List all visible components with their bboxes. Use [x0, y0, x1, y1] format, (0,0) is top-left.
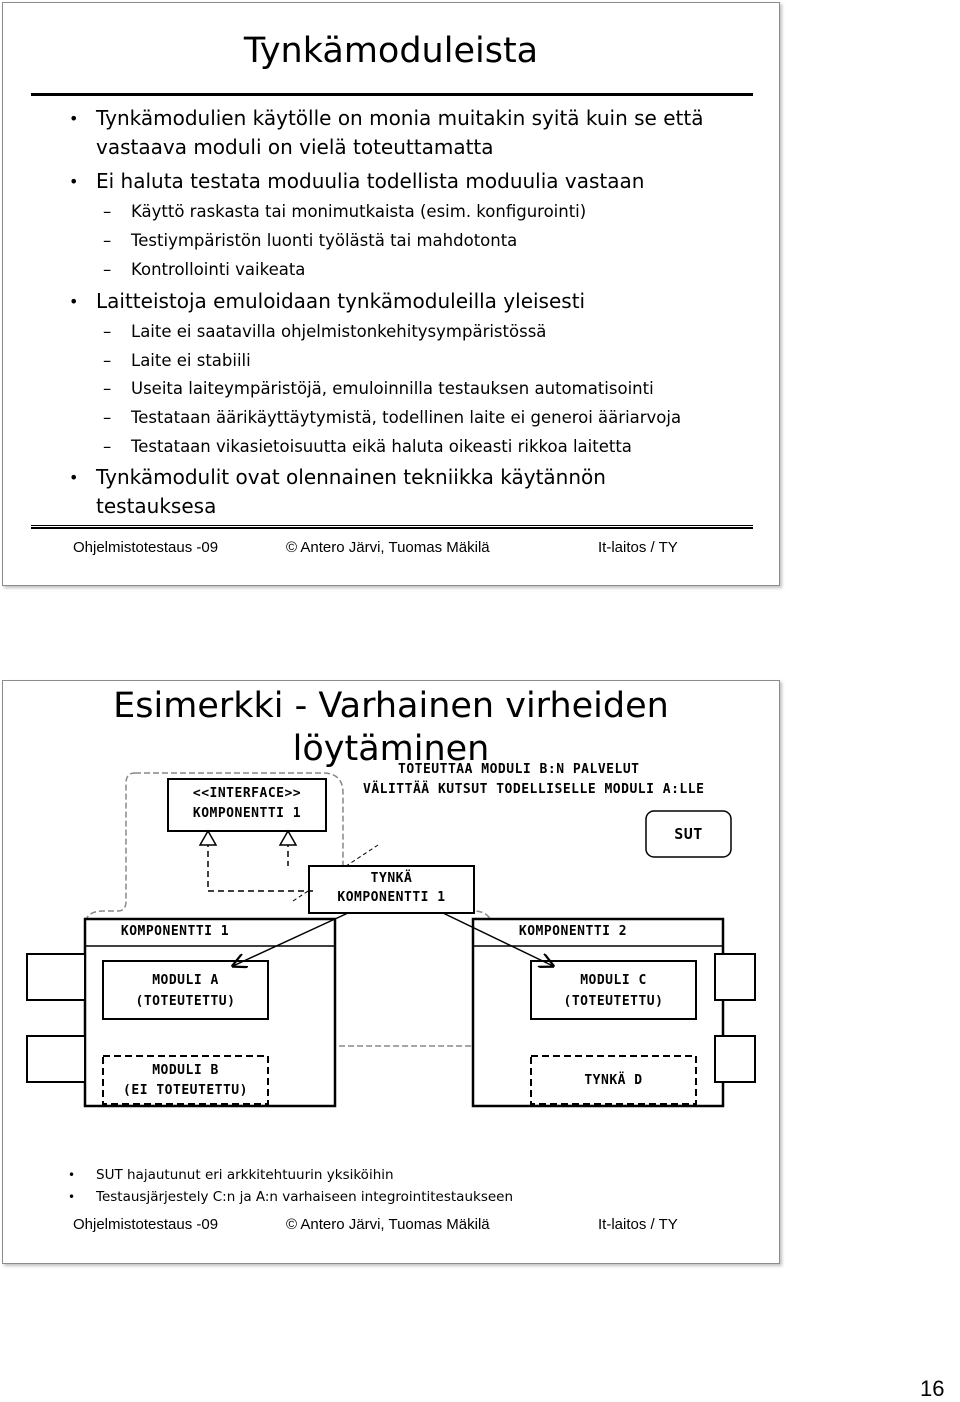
- architecture-diagram: [23, 761, 759, 1161]
- page-number: 16: [920, 1376, 945, 1401]
- sub-bullet-item: – Käyttö raskasta tai monimutkaista (esim. konfigurointi): [131, 198, 751, 226]
- footer-copyright: © Antero Järvi, Tuomas Mäkilä: [286, 1216, 490, 1233]
- bullet-item: • Ei haluta testata moduulia todellista moduulia vastaan: [96, 167, 716, 196]
- component2-label: KOMPONENTTI 2: [518, 924, 628, 939]
- sub-bullet-item: – Kontrollointi vaikeata: [131, 256, 751, 284]
- bullet-item: • Laitteistoja emuloidaan tynkämoduleilla yleisesti: [96, 287, 716, 316]
- stub-label-line1: TYNKÄ: [370, 871, 413, 886]
- note-line1: TOTEUTTAA MODULI B:N PALVELUT: [398, 762, 640, 777]
- stub-label-line2: KOMPONENTTI 1: [337, 890, 446, 905]
- moduleA-label-line1: MODULI A: [152, 973, 219, 988]
- slide-title-line2: löytäminen: [292, 729, 490, 769]
- sub-bullet-item: – Testataan äärikäyttäytymistä, todellinen laite ei generoi ääriarvoja: [131, 404, 751, 432]
- moduleB-label-line1: MODULI B: [152, 1063, 219, 1078]
- sut-label: SUT: [674, 825, 703, 843]
- sub-bullet-item: – Useita laiteympäristöjä, emuloinnilla testauksen automatisointi: [131, 375, 751, 403]
- footer-course: Ohjelmistotestaus -09: [73, 539, 219, 556]
- footer-department: It-laitos / TY: [598, 539, 678, 556]
- note-line2: VÄLITTÄÄ KUTSUT TODELLISELLE MODULI A:LLE: [363, 782, 705, 797]
- diagram-shapes: [23, 761, 759, 1161]
- moduleB-label-line2: (EI TOTEUTETTU): [123, 1083, 248, 1098]
- footer-department: It-laitos / TY: [598, 1216, 678, 1233]
- slide-title-line1: Esimerkki - Varhainen virheiden: [113, 686, 669, 726]
- sub-bullet-item: – Laite ei stabiili: [131, 347, 751, 375]
- bullet-item: • Testausjärjestely C:n ja A:n varhaiseen integrointitestaukseen: [96, 1188, 513, 1206]
- slide-title: Tynkämoduleista: [243, 31, 539, 71]
- slide-tynkamoduleista: [2, 2, 780, 586]
- sub-bullet-item: – Testataan vikasietoisuutta eikä haluta oikeasti rikkoa laitetta: [131, 433, 751, 461]
- sub-bullet-item: – Laite ei saatavilla ohjelmistonkehitysympäristössä: [131, 318, 751, 346]
- bullet-item: • SUT hajautunut eri arkkitehtuurin yksiköihin: [96, 1166, 394, 1184]
- footer-copyright: © Antero Järvi, Tuomas Mäkilä: [286, 539, 490, 556]
- moduleC-label-line1: MODULI C: [580, 973, 647, 988]
- interface-label-line2: KOMPONENTTI 1: [192, 806, 302, 821]
- moduleC-label-line2: (TOTEUTETTU): [563, 994, 664, 1009]
- bullet-item: • Tynkämodulit ovat olennainen tekniikka käytännön testauksesa: [96, 463, 656, 521]
- moduleA-label-line2: (TOTEUTETTU): [135, 994, 236, 1009]
- component1-label: KOMPONENTTI 1: [120, 924, 230, 939]
- stubD-label: TYNKÄ D: [584, 1073, 643, 1088]
- title-divider: [31, 93, 753, 96]
- interface-label-line1: <<INTERFACE>>: [192, 786, 302, 801]
- sub-bullet-item: – Testiympäristön luonti työlästä tai mahdotonta: [131, 227, 751, 255]
- slide-esimerkki: [2, 680, 780, 1264]
- bullet-item: • Tynkämodulien käytölle on monia muitakin syitä kuin se että vastaava moduli on vielä toteuttamatta: [96, 104, 716, 162]
- footer-course: Ohjelmistotestaus -09: [73, 1216, 219, 1233]
- slide-title: [3, 685, 779, 771]
- footer-divider: [31, 525, 753, 529]
